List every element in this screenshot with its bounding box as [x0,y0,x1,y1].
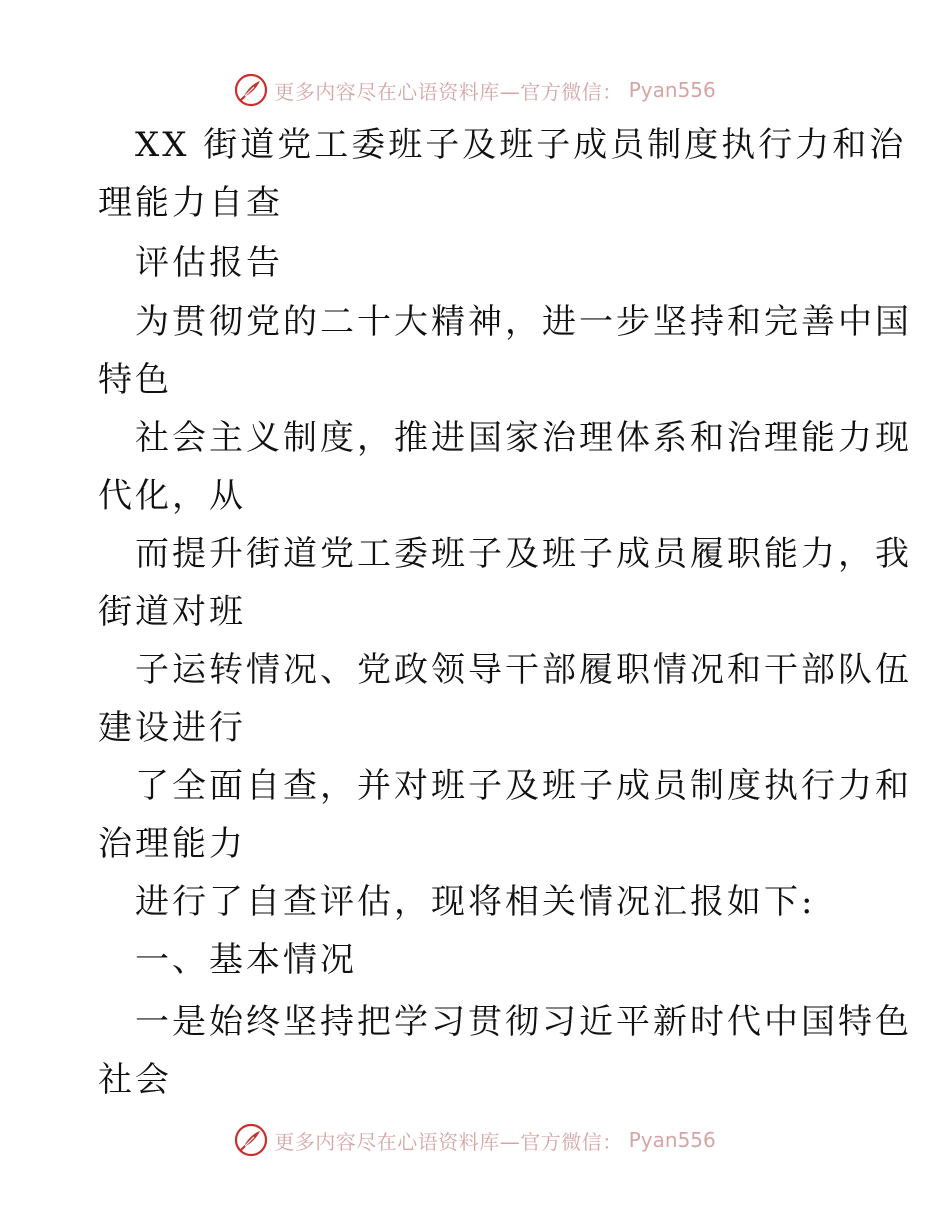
paragraph-line: 子运转情况、党政领导干部履职情况和干部队伍 [135,650,912,690]
paragraph-line: 了全面自查，并对班子及班子成员制度执行力和 [135,766,912,806]
watermark-text: 更多内容尽在心语资料库—官方微信： [274,1129,623,1154]
paragraph-line: 社会主义制度，推进国家治理体系和治理能力现 [135,418,912,458]
watermark-banner-bottom [0,1120,950,1160]
paragraph-line: 治理能力 [98,824,246,864]
title-line-1: XX 街道党工委班子及班子成员制度执行力和治 [135,125,907,165]
paragraph-line: 而提升街道党工委班子及班子成员履职能力，我 [135,534,912,574]
paragraph-line: 为贯彻党的二十大精神，进一步坚持和完善中国 [135,302,912,342]
feather-pen-logo-icon [234,1123,268,1157]
watermark-text: 更多内容尽在心语资料库—官方微信： [274,79,623,104]
paragraph-line: 街道对班 [98,592,246,632]
title-line-2: 理能力自查 [98,183,283,223]
watermark-wechat-id: Pyan556 [628,1128,716,1152]
paragraph-line: 进行了自查评估，现将相关情况汇报如下: [135,882,816,922]
paragraph-line: 特色 [98,360,172,400]
paragraph-line: 代化，从 [98,476,246,516]
section-line: 社会 [98,1060,172,1100]
paragraph-line: 建设进行 [98,708,246,748]
title-line-3: 评估报告 [135,243,283,283]
section-heading: 一、基本情况 [135,940,357,980]
watermark-wechat-id: Pyan556 [628,78,716,102]
section-line: 一是始终坚持把学习贯彻习近平新时代中国特色 [135,1002,912,1042]
